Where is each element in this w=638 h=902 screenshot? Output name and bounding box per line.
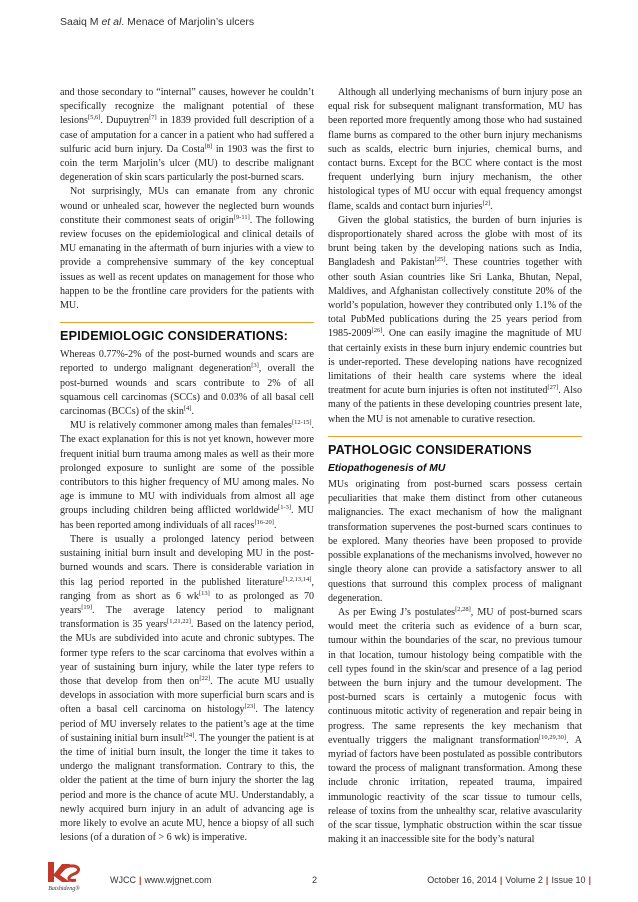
right-column [328, 86, 582, 847]
page-number: 2 [312, 875, 318, 885]
paragraph: There is usually a prolonged latency period between sustaining initial burn insult and developing MU in the post-burned wounds and scars. There is considerable variation in this lag period reported in the published literature[1,2,13,14], ranging from as short as 6 wk[13] to as prolonged as 70 years[19]. The average latency period to malignant transformation is 35 years[1,21,22]. Based on the latency period, the MUs are subdivided into acute and chronic subtypes. The former type refers to the scar carcinoma that evolves within a year of sustaining burn injury, while the later type refers to those that develop from then on[22]. The acute MU usually develops in association with more superficial burn scars and is often a basal cell carcinoma on histology[23]. The latency period of MU inversely relates to the patient’s age at the time of sustaining initial burn insult[24]. The younger the patient is at the time of initial burn insult, the longer the time it takes to undergo the malignant transformation. Contrary to this, the older the patient at the time of burn injury the shorter the lag period and more is the chance of acute MU. Understandably, a newly acquired burn injury in an adult of advancing age is more likely to evolve an acute MU, hence a biopsy of all such lesions (of a duration of > 6 wk) is imperative. [60, 533, 314, 844]
svg-text:Baishideng®: Baishideng® [48, 886, 80, 892]
section-divider [60, 322, 314, 323]
paragraph: MU is relatively commoner among males than females[12-15]. The exact explanation for this is not yet known, however more frequent initial burn trauma among males as well as their more prolonged exposure to sunlight are some of the possible contributors to this higher frequency of MU among males. No age is immune to MU with individuals from almost all age groups including children being afflicted worldwide[1-3]. MU has been reported among individuals of all races[16-20]. [60, 419, 314, 531]
left-column [60, 86, 314, 845]
separator: | [139, 875, 142, 885]
paragraph: Whereas 0.77%-2% of the post-burned wounds and scars are reported to undergo malignant degeneration[3], overall the post-burned wounds and scars contribute to 2% of all squamous cell carcinomas (SCCs) and 0.03% of all basal cell carcinomas (BCCs) of the skin[4]. [60, 349, 315, 418]
publisher-logo [42, 860, 86, 892]
footer-issue-info: October 16, 2014 | Volume 2 | Issue 10 | [427, 875, 591, 885]
page-footer [0, 860, 638, 892]
paragraph: Although all underlying mechanisms of burn injury pose an equal risk for subsequent malignant transformation, MU has been reported more frequently among those who had sustained flame burns as compared to the other burn injury mechanisms such as scalds, electric burn injuries, chemical burns, and contact burns. Except for the BCC where contact is the most frequent underlying burn injury mechanism, the other histological types of MU occur with equal frequency amongst flame, scalds and contact burn injuries[2]. [328, 87, 582, 212]
paragraph: and those secondary to “internal” causes, however he couldn’t specifically recognize the malignant potential of these lesions[5,6]. Dupuytren[7] in 1839 provided full description of a case of amputation for a cancer in a patient who had suffered a sulfuric acid burn injury. Da Costa[8] in 1903 was the first to coin the term Marjolin’s ulcer (MU) to describe malignant degeneration of skin scars particularly the post-burned scars. [60, 87, 314, 184]
paragraph: Not surprisingly, MUs can emanate from any chronic wound or unhealed scar, however the neglected burn wounds constitute their commonest seats of origin[9-11]. The following review focuses on the epidemiological and clinical details of MU emanating in the aftermath of burn injuries with a view to provide a comprehensive summary of the key conceptual issues as well as recent updates on management for those who happen to be the frontline care providers for the patients with MU. [60, 186, 314, 312]
section-heading-epidemiologic: EPIDEMIOLOGIC CONSIDERATIONS: [60, 329, 289, 344]
section-divider [328, 436, 582, 437]
running-head: Saaiq M et al. Menace of Marjolin’s ulcers [60, 16, 255, 28]
footer-journal: WJCC | www.wjgnet.com [110, 875, 212, 885]
subsection-heading: Etiopathogenesis of MU [328, 462, 446, 474]
paragraph: As per Ewing J’s postulates[2,28], MU of post-burned scars would meet the criteria such as evidence of a burn scar, tumour within the boundaries of the scar, no previous tumour in that location, tumour histology being compatible with the cell types found in the skin/scar and presence of a lag period between the burn injury and the tumour development. The post-burned scars is certainly a mutogenic focus with continuous mitotic activity of regeneration and repair being in progress. The same represents the key mechanism that eventually triggers the malignant transformation[10,29,30]. A myriad of factors have been postulated as possible contributors toward the process of malignant transformation. Among these include chronic irritation, repeated trauma, impaired immunologic reactivity of the scar tissue to tumour cells, release of toxins from the unhealthy scar, relative avascularity of the scar tissue, lymphatic obstruction within the scar tissue making it an inaccessible site for the body’s natural [328, 605, 582, 846]
paragraph: MUs originating from post-burned scars possess certain peculiarities that make them distinct from other cutaneous malignancies. The exact mechanism of how the malignant transformation supervenes the post-burned scars continues to be explored. Many theories have been proposed to provide possible explanations of the mechanisms involved, however no single theory alone can provide a satisfactory answer to all questions that surround this complex process of malignant degeneration. [328, 479, 582, 604]
paragraph: Given the global statistics, the burden of burn injuries is disproportionately shared across the globe with most of its brunt being taken by the developing nations such as India, Bangladesh and Pakistan[25]. These countries together with other south Asian countries like Sri Lanka, Bhutan, Nepal, Maldives, and Afghanistan collectively constitute 20% of the world’s population, however they contributed only 1.1% of the total PubMed publications during the 25 years period from 1985-2009[26]. One can easily imagine the magnitude of MU that certainly exists in these burn injury endemic countries but is under-reported. These developing nations have recognized limitations of their health care systems where the ideal treatment for acute burn injuries is often not instituted[27]. Also many of the patients in these developing countries present late, when the MU is not amenable to curative resection. [328, 214, 582, 425]
section-heading-pathologic: PATHOLOGIC CONSIDERATIONS [328, 442, 532, 457]
journal-url-link[interactable]: www.wjgnet.com [144, 875, 212, 885]
